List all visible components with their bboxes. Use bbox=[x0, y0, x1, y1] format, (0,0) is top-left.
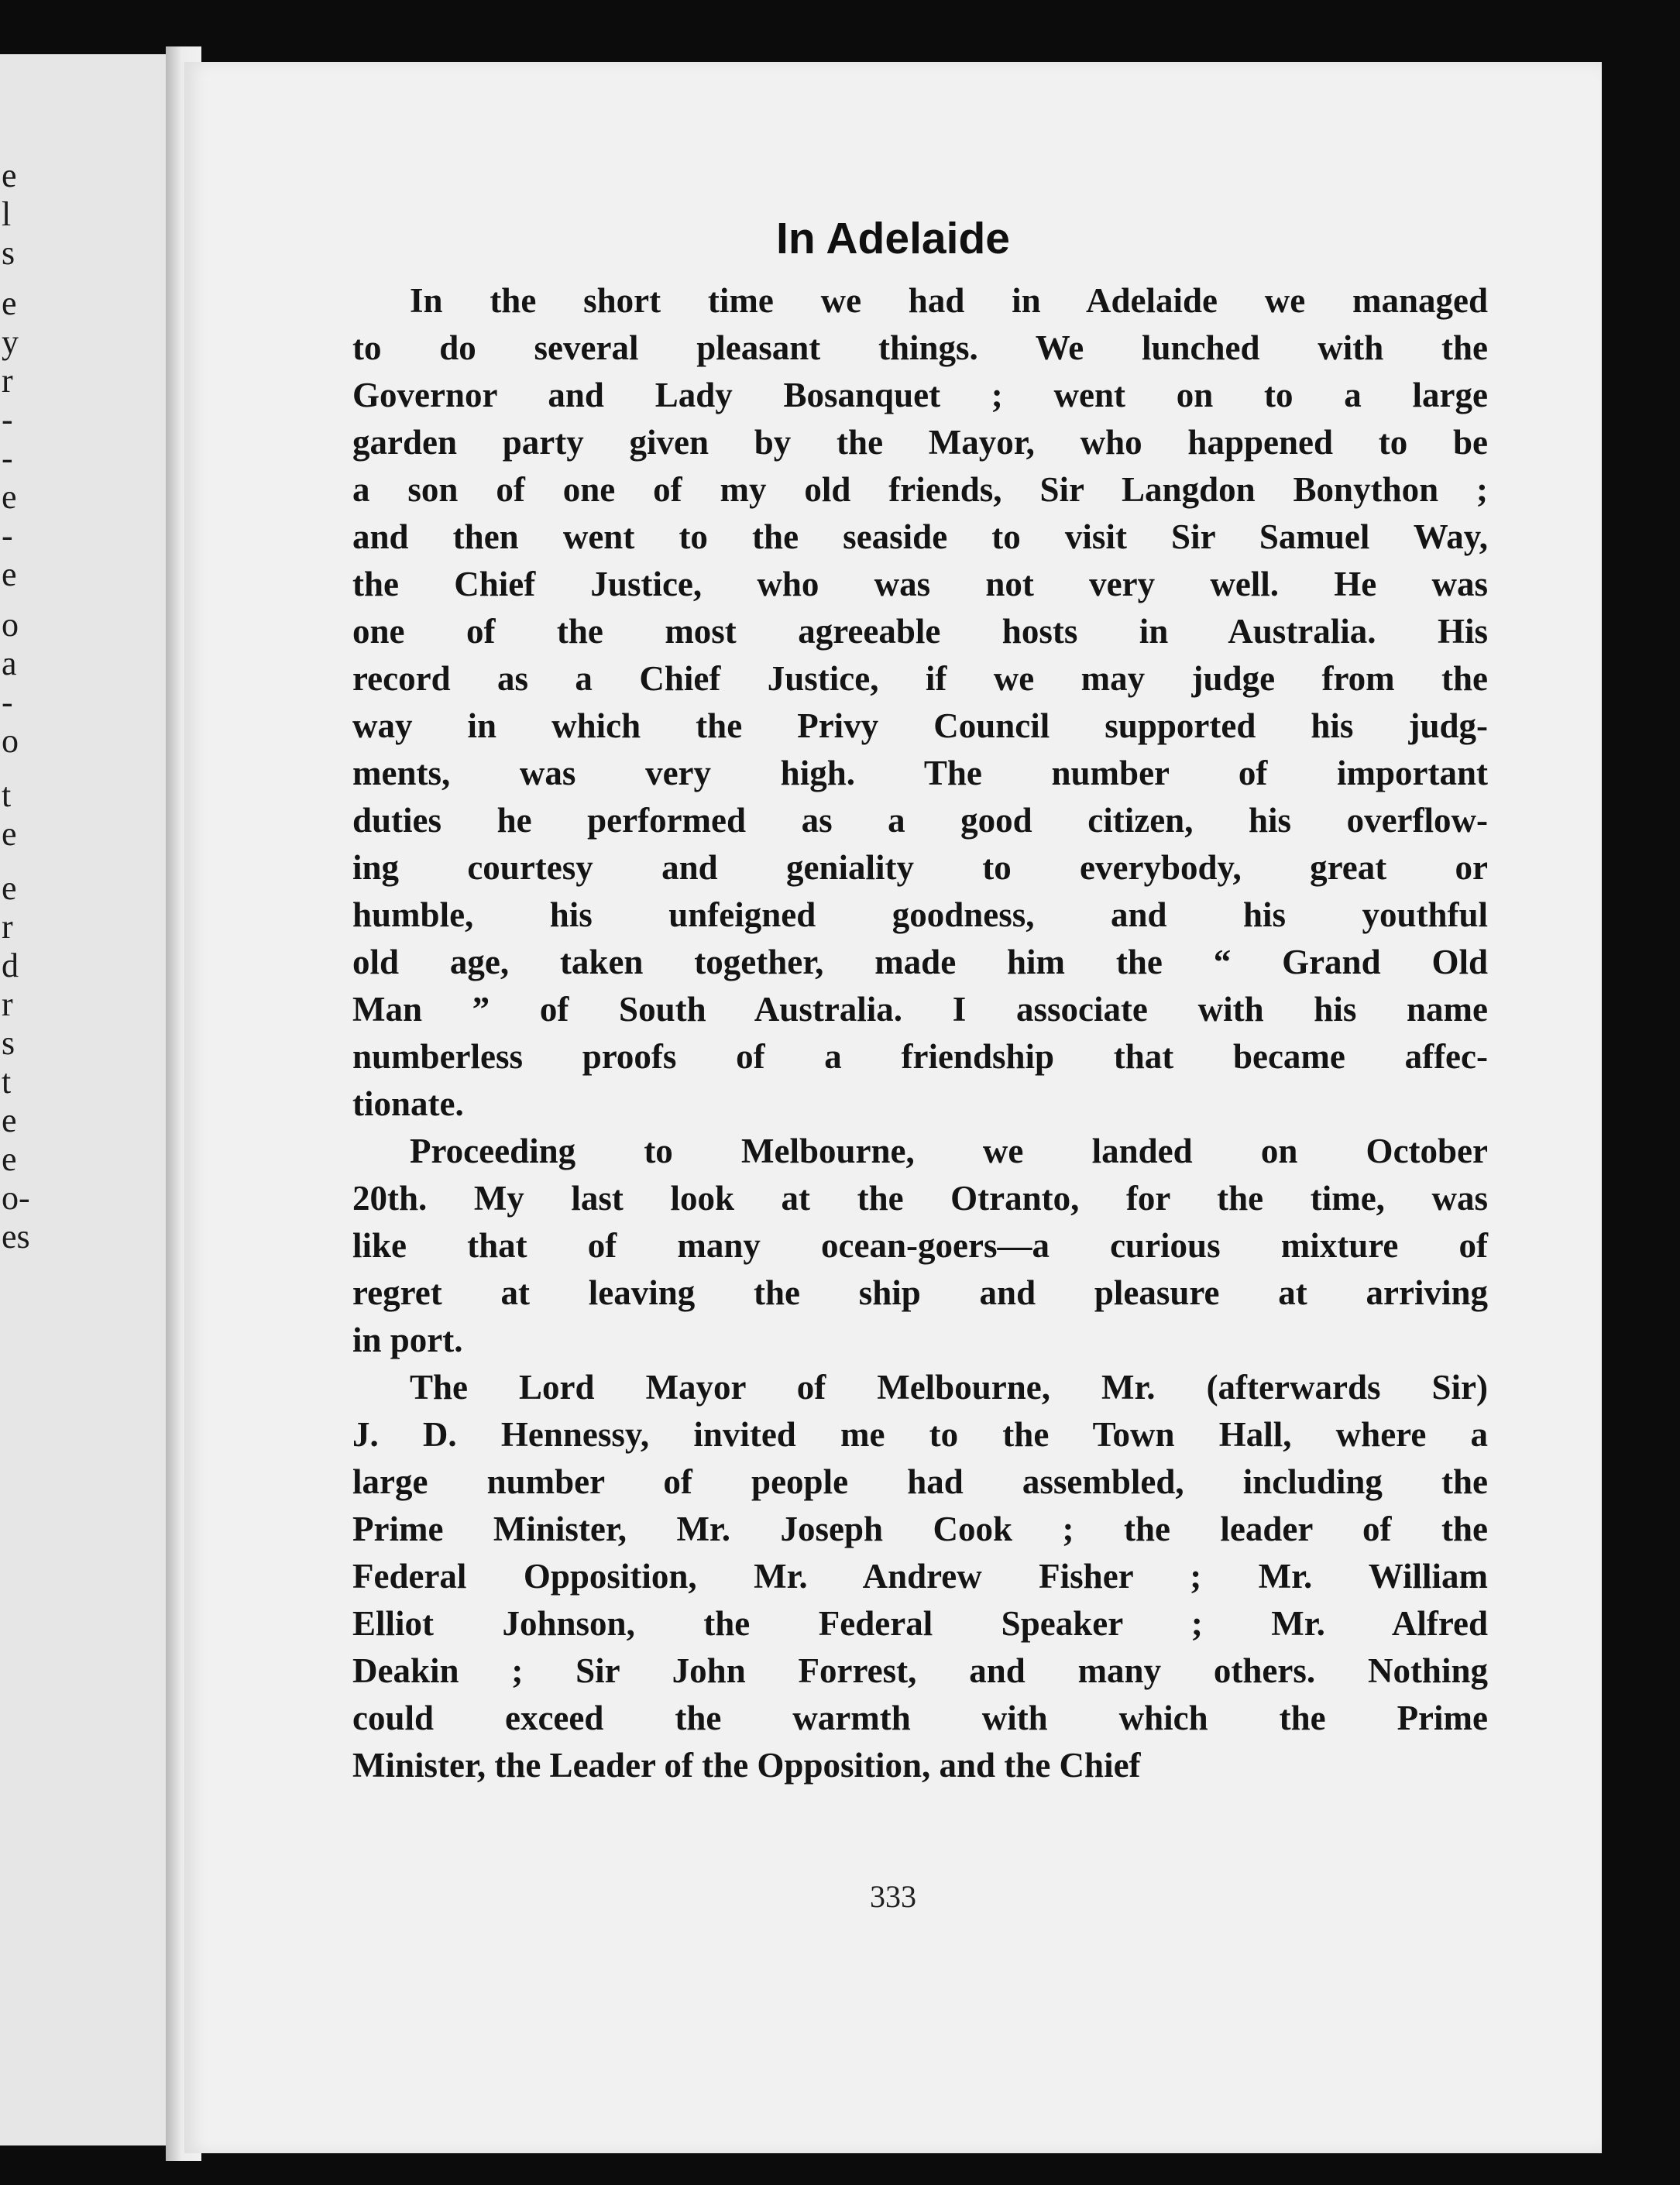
text-line: and then went to the seaside to visit Sir Samuel Way, bbox=[352, 517, 1488, 556]
margin-letter: t bbox=[2, 1063, 12, 1101]
text-line: Minister, the Leader of the Opposition, and the Chief bbox=[352, 1746, 1141, 1785]
margin-letter: y bbox=[2, 323, 19, 361]
text-line: could exceed the warmth with which the Prime bbox=[352, 1699, 1488, 1737]
text-line: J. D. Hennessy, invited me to the Town Hall, where a bbox=[352, 1415, 1488, 1454]
text-line: garden party given by the Mayor, who happened to be bbox=[352, 423, 1488, 462]
text-line: Elliot Johnson, the Federal Speaker ; Mr. Alfred bbox=[352, 1604, 1488, 1643]
margin-letter: e bbox=[2, 555, 17, 593]
margin-letter: e bbox=[2, 284, 17, 322]
text-line: humble, his unfeigned goodness, and his youthful bbox=[352, 895, 1488, 934]
text-line: large number of people had assembled, including the bbox=[352, 1462, 1488, 1501]
text-line: duties he performed as a good citizen, his overflow- bbox=[352, 801, 1488, 840]
text-line: regret at leaving the ship and pleasure at arriving bbox=[352, 1273, 1488, 1312]
margin-letter: - bbox=[2, 400, 13, 438]
text-line: In the short time we had in Adelaide we managed bbox=[410, 281, 1488, 320]
text-line: Prime Minister, Mr. Joseph Cook ; the leader of the bbox=[352, 1510, 1488, 1548]
margin-letter: s bbox=[2, 1024, 15, 1062]
margin-letter: o bbox=[2, 722, 19, 760]
margin-letter: t bbox=[2, 776, 12, 814]
text-line: old age, taken together, made him the “ Grand Old bbox=[352, 943, 1488, 981]
text-line: record as a Chief Justice, if we may judge from the bbox=[352, 659, 1488, 698]
page-heading: In Adelaide bbox=[776, 214, 1010, 263]
text-line: The Lord Mayor of Melbourne, Mr. (afterwards Sir) bbox=[410, 1368, 1488, 1407]
page-body bbox=[352, 277, 1488, 1789]
margin-letter: o bbox=[2, 606, 19, 644]
text-line: one of the most agreeable hosts in Australia. His bbox=[352, 612, 1488, 651]
margin-letter: r bbox=[2, 908, 13, 946]
margin-letter: - bbox=[2, 439, 13, 477]
book-page bbox=[184, 62, 1602, 2153]
margin-letter: r bbox=[2, 362, 13, 400]
margin-letter: o- bbox=[2, 1179, 30, 1217]
text-line: Man ” of South Australia. I associate with his name bbox=[352, 990, 1488, 1029]
margin-letter: es bbox=[2, 1218, 30, 1256]
text-line: Federal Opposition, Mr. Andrew Fisher ; Mr. William bbox=[352, 1557, 1488, 1596]
text-line: 20th. My last look at the Otranto, for the time, was bbox=[352, 1179, 1488, 1218]
margin-letter: e bbox=[2, 815, 17, 853]
text-line: Deakin ; Sir John Forrest, and many others. Nothing bbox=[352, 1651, 1488, 1690]
text-line: in port. bbox=[352, 1321, 463, 1359]
left-page-edge bbox=[0, 54, 186, 2145]
text-line: a son of one of my old friends, Sir Langdon Bonython ; bbox=[352, 470, 1488, 509]
margin-letter: e bbox=[2, 156, 17, 194]
margin-letter: a bbox=[2, 644, 17, 682]
text-line: like that of many ocean-goers—a curious mixture of bbox=[352, 1226, 1488, 1265]
text-line: way in which the Privy Council supported his judg- bbox=[352, 706, 1488, 745]
text-line: tionate. bbox=[352, 1084, 464, 1123]
margin-letter: l bbox=[2, 195, 12, 233]
text-line: the Chief Justice, who was not very well. He was bbox=[352, 565, 1488, 603]
margin-letter: e bbox=[2, 869, 17, 907]
margin-letter: - bbox=[2, 683, 13, 721]
text-line: to do several pleasant things. We lunched with the bbox=[352, 328, 1488, 367]
text-line: Proceeding to Melbourne, we landed on October bbox=[410, 1132, 1488, 1170]
margin-letter: e bbox=[2, 1140, 17, 1178]
text-line: ing courtesy and geniality to everybody, great or bbox=[352, 848, 1488, 887]
margin-letter: d bbox=[2, 946, 19, 984]
margin-letter: s bbox=[2, 234, 15, 272]
margin-letter: e bbox=[2, 1101, 17, 1139]
text-line: numberless proofs of a friendship that became affec- bbox=[352, 1037, 1488, 1076]
page-number: 333 bbox=[870, 1879, 916, 1914]
text-line: Governor and Lady Bosanquet ; went on to a large bbox=[352, 376, 1488, 414]
margin-letter: r bbox=[2, 985, 13, 1023]
margin-letter: e bbox=[2, 478, 17, 516]
text-line: ments, was very high. The number of important bbox=[352, 754, 1488, 792]
margin-letter: - bbox=[2, 517, 13, 555]
